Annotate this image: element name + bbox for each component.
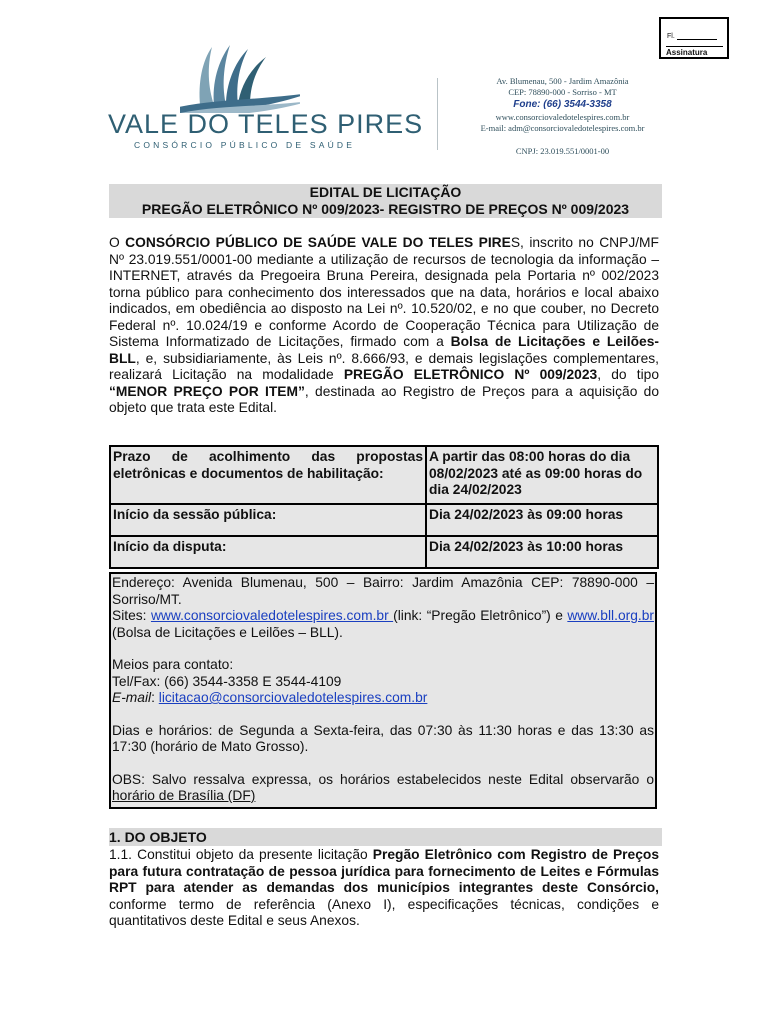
page-number-field: Fl. xyxy=(667,33,717,40)
site-link-bll[interactable]: www.bll.org.br xyxy=(567,608,654,623)
header-address-line1: Av. Blumenau, 500 - Jardim Amazônia xyxy=(496,76,629,86)
schedule-value: A partir das 08:00 horas do dia 08/02/2023 até as 09:00 horas do dia 24/02/2023 xyxy=(426,446,658,504)
header-website[interactable]: www.consorciovaledotelespires.com.br xyxy=(495,112,630,122)
email-separator: : xyxy=(151,690,159,705)
intro-paragraph xyxy=(109,235,659,417)
section-title-objeto: 1. DO OBJETO xyxy=(109,828,662,846)
intro-bold: Bolsa de Licitações e Leilões- BLL xyxy=(109,334,659,366)
telfax: Tel/Fax: (66) 3544-3358 E 3544-4109 xyxy=(112,673,342,689)
sites-line xyxy=(112,608,654,641)
table-row xyxy=(110,536,658,568)
obs-timezone: horário de Brasília (DF) xyxy=(112,788,256,803)
signature-label: Assinatura xyxy=(666,46,723,57)
obs-prefix: OBS: Salvo ressalva expressa, os horários estabelecidos neste Edital observarão o xyxy=(112,771,654,787)
section-body-objeto xyxy=(109,847,659,930)
intro-text: O xyxy=(109,235,126,250)
section-text: 1.1. Constitui objeto da presente licitação xyxy=(109,847,373,862)
section-bold: Pregão Eletrônico com Registro de Preços para futura contratação de pessoa jurídica para fornecimento de Leites e Fórmulas RPT para atender as demandas dos municípios integrantes deste Consórcio, xyxy=(109,847,659,895)
site1-suffix: (link: “Pregão Eletrônico”) e xyxy=(393,608,563,623)
header-cnpj: CNPJ: 23.019.551/0001-00 xyxy=(515,146,610,156)
intro-text: , destinada ao Registro de Preços para a aquisição do objeto que trata este Edital. xyxy=(109,383,659,415)
schedule-label: Prazo de acolhimento das propostas eletrônicas e documentos de habilitação: xyxy=(110,446,426,504)
intro-text: , e, subsidiariamente, às Leis nº. 8.666/93, e demais legislações complementares, realizará Licitação na modalidade xyxy=(109,350,659,382)
intro-text: , do tipo xyxy=(597,367,659,382)
title-line2: PREGÃO ELETRÔNICO Nº 009/2023- REGISTRO DE PREÇOS Nº 009/2023 xyxy=(141,200,630,217)
header-email[interactable]: E-mail: adm@consorciovaledotelespires.com.br xyxy=(480,123,645,133)
logo-wave-icon xyxy=(180,43,300,113)
email-label: E-mail xyxy=(112,690,152,705)
schedule-value: Dia 24/02/2023 às 09:00 horas xyxy=(426,504,658,536)
schedule-table xyxy=(109,445,659,569)
intro-bold: “MENOR PREÇO POR ITEM” xyxy=(109,383,305,399)
email-line xyxy=(112,690,654,707)
table-row xyxy=(110,446,658,504)
header-phone: Fone: (66) 3544-3358 xyxy=(513,99,612,110)
address-text: Endereço: Avenida Blumenau, 500 – Bairro: Jardim Amazônia CEP: 78890-000 – Sorriso/MT. xyxy=(112,575,654,607)
header-divider xyxy=(437,78,438,150)
header-contact xyxy=(450,76,675,157)
intro-text: S, inscrito no CNPJ/MF Nº 23.019.551/0001-00 mediante a utilização de recursos de tecnologia da informação – INTERNET, através da Pregoeira Bruna Pereira, designada pela Portaria nº 002/2023 torna público para conhecimento dos interessados que na data, horários e local abaixo indicados, em obediência ao disposto na Lei nº. 10.520/02, e no que couber, no Decreto Federal nº. 10.024/19 e conforme Acordo de Cooperação Técnica para Utilização de Sistema Informatizado de Licitações, firmado com a xyxy=(109,235,659,349)
intro-bold: CONSÓRCIO PÚBLICO DE SAÚDE VALE DO TELES PIRE xyxy=(125,235,511,250)
schedule-label: Início da disputa: xyxy=(110,536,426,568)
site2-suffix: (Bolsa de Licitações e Leilões – BLL). xyxy=(112,624,343,640)
document-title xyxy=(109,184,662,218)
hours-text: Dias e horários: de Segunda a Sexta-feira, das 07:30 às 11:30 horas e das 13:30 as 17:30 (horário de Mato Grosso). xyxy=(112,722,654,754)
table-row xyxy=(110,504,658,536)
header-address-line2: CEP: 78890-000 - Sorriso - MT xyxy=(508,87,617,97)
schedule-value: Dia 24/02/2023 às 10:00 horas xyxy=(426,536,658,568)
logo-subtitle: CONSÓRCIO PÚBLICO DE SAÚDE xyxy=(134,140,356,150)
logo-title: VALE DO TELES PIRES xyxy=(108,109,424,139)
obs-text xyxy=(112,772,654,805)
site-link-consorcio[interactable]: www.consorciovaledotelespires.com.br xyxy=(150,608,394,623)
page-stamp xyxy=(659,17,729,59)
sites-label: Sites: xyxy=(112,608,151,623)
address-box xyxy=(109,572,657,809)
section-text: conforme termo de referência (Anexo I), especificações técnicas, condições e quantitativos deste Edital e seus Anexos. xyxy=(109,896,659,928)
title-line1: EDITAL DE LICITAÇÃO xyxy=(309,184,462,200)
email-link[interactable]: licitacao@consorciovaledotelespires.com.br xyxy=(158,690,428,705)
contact-title: Meios para contato: xyxy=(112,657,234,672)
intro-bold: PREGÃO ELETRÔNICO Nº 009/2023 xyxy=(343,367,598,382)
schedule-label: Início da sessão pública: xyxy=(110,504,426,536)
